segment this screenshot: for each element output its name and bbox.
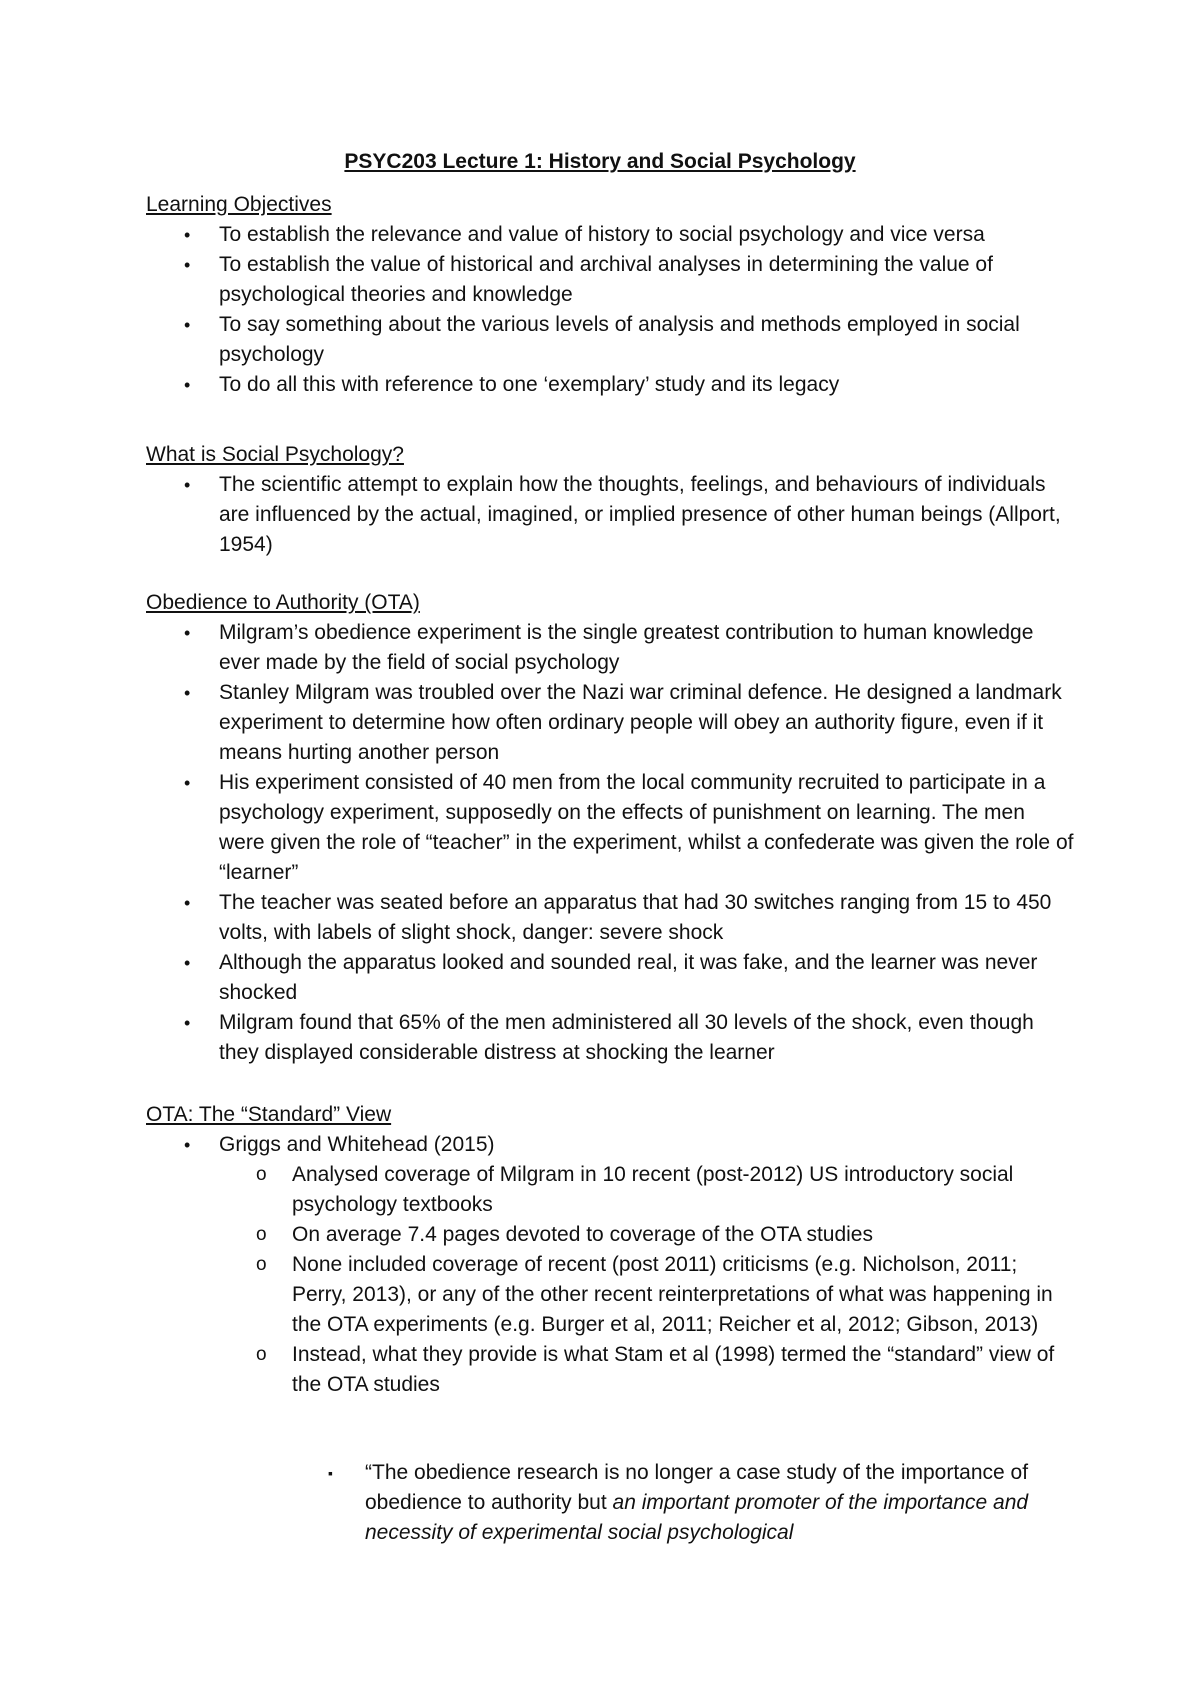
quote-text: “The obedience research is no longer a case study of the importance of obedience to authority but: [365, 1461, 1029, 1514]
bullet-icon: •: [184, 893, 191, 913]
list-item: [146, 370, 1076, 400]
ota-list: [146, 618, 1076, 1068]
section-heading: Obedience to Authority (OTA): [146, 591, 420, 614]
standard-view-list: [146, 1130, 1076, 1160]
bullet-icon: •: [184, 1135, 191, 1155]
bullet-icon: •: [184, 953, 191, 973]
square-bullet-icon: ▪: [328, 1465, 333, 1481]
list-item-text: Griggs and Whitehead (2015): [219, 1133, 495, 1156]
list-item-text: To establish the relevance and value of history to social psychology and vice versa: [219, 223, 985, 246]
list-item-text: Stanley Milgram was troubled over the Nazi war criminal defence. He designed a landmark experiment to determine how often ordinary people will obey an authority figure, even if it means hurting another person: [219, 681, 1062, 764]
list-item: [146, 470, 1076, 560]
circle-bullet-icon: o: [256, 1254, 267, 1275]
bullet-icon: •: [184, 683, 191, 703]
circle-bullet-icon: o: [256, 1164, 267, 1185]
quote-italic-text: an important promoter of the importance and necessity of experimental social psychological: [365, 1491, 1029, 1544]
list-item: [146, 678, 1076, 768]
bullet-icon: •: [184, 225, 191, 245]
bullet-icon: •: [184, 1013, 191, 1033]
list-item-text: His experiment consisted of 40 men from the local community recruited to participate in a psychology experiment, supposedly on the effects of punishment on learning. The men were given the role of “teacher” in the experiment, whilst a confederate was given the role of “learner”: [219, 771, 1074, 884]
list-item-text: Milgram’s obedience experiment is the single greatest contribution to human knowledge ever made by the field of social psychology: [219, 621, 1034, 674]
circle-bullet-icon: o: [256, 1224, 267, 1245]
list-item-text: To establish the value of historical and archival analyses in determining the value of psychological theories and knowledge: [219, 253, 993, 306]
bullet-icon: •: [184, 255, 191, 275]
definition-list: [146, 470, 1076, 560]
objectives-list: [146, 220, 1076, 400]
list-item: [146, 948, 1076, 1008]
sub-list-item-text: None included coverage of recent (post 2011) criticisms (e.g. Nicholson, 2011; Perry, 2013), or any of the other recent reinterpretations of what was happening in the OTA experiments (e.g. Burger et al, 2011; Reicher et al, 2012; Gibson, 2013): [292, 1253, 1053, 1336]
list-item-text: To say something about the various levels of analysis and methods employed in social psychology: [219, 313, 1020, 366]
section-heading: OTA: The “Standard” View: [146, 1103, 392, 1126]
list-item: [146, 768, 1076, 888]
section-what-is-social-psychology: [146, 440, 1076, 560]
list-item-text: The scientific attempt to explain how the thoughts, feelings, and behaviours of individuals are influenced by the actual, imagined, or implied presence of other human beings (Allport, 1954): [219, 473, 1061, 556]
document-title: PSYC203 Lecture 1: History and Social Psychology: [344, 150, 856, 173]
sub-list-item: [146, 1340, 1076, 1400]
bullet-icon: •: [184, 315, 191, 335]
section-standard-view: [146, 1100, 1076, 1400]
bullet-icon: •: [184, 623, 191, 643]
list-item: [146, 250, 1076, 310]
list-item-text: To do all this with reference to one ‘exemplary’ study and its legacy: [219, 373, 840, 396]
list-item-text: Although the apparatus looked and sounded real, it was fake, and the learner was never shocked: [219, 951, 1038, 1004]
sub-list-item-text: Instead, what they provide is what Stam et al (1998) termed the “standard” view of the OTA studies: [292, 1343, 1055, 1396]
sub-list-item-text: On average 7.4 pages devoted to coverage of the OTA studies: [292, 1223, 873, 1246]
circle-bullet-icon: o: [256, 1344, 267, 1365]
section-heading: Learning Objectives: [146, 193, 332, 216]
standard-view-sublist: [146, 1160, 1076, 1400]
list-item: [146, 310, 1076, 370]
list-item-text: Milgram found that 65% of the men administered all 30 levels of the shock, even though they displayed considerable distress at shocking the learner: [219, 1011, 1034, 1064]
sub-list-item-text: Analysed coverage of Milgram in 10 recent (post-2012) US introductory social psychology textbooks: [292, 1163, 1014, 1216]
sub-list-item: [146, 1250, 1076, 1340]
list-item: [146, 888, 1076, 948]
bullet-icon: •: [184, 773, 191, 793]
bullet-icon: •: [184, 375, 191, 395]
quote-item: [146, 1458, 1076, 1548]
list-item: [146, 1008, 1076, 1068]
section-heading: What is Social Psychology?: [146, 443, 404, 466]
list-item: [146, 618, 1076, 678]
sub-list-item: [146, 1220, 1076, 1250]
quote-block: [146, 1458, 1076, 1548]
list-item: [146, 220, 1076, 250]
section-learning-objectives: [146, 190, 1076, 400]
sub-list-item: [146, 1160, 1076, 1220]
bullet-icon: •: [184, 475, 191, 495]
list-item-text: The teacher was seated before an apparatus that had 30 switches ranging from 15 to 450 volts, with labels of slight shock, danger: severe shock: [219, 891, 1052, 944]
list-item: [146, 1130, 1076, 1160]
section-obedience-to-authority: [146, 588, 1076, 1068]
